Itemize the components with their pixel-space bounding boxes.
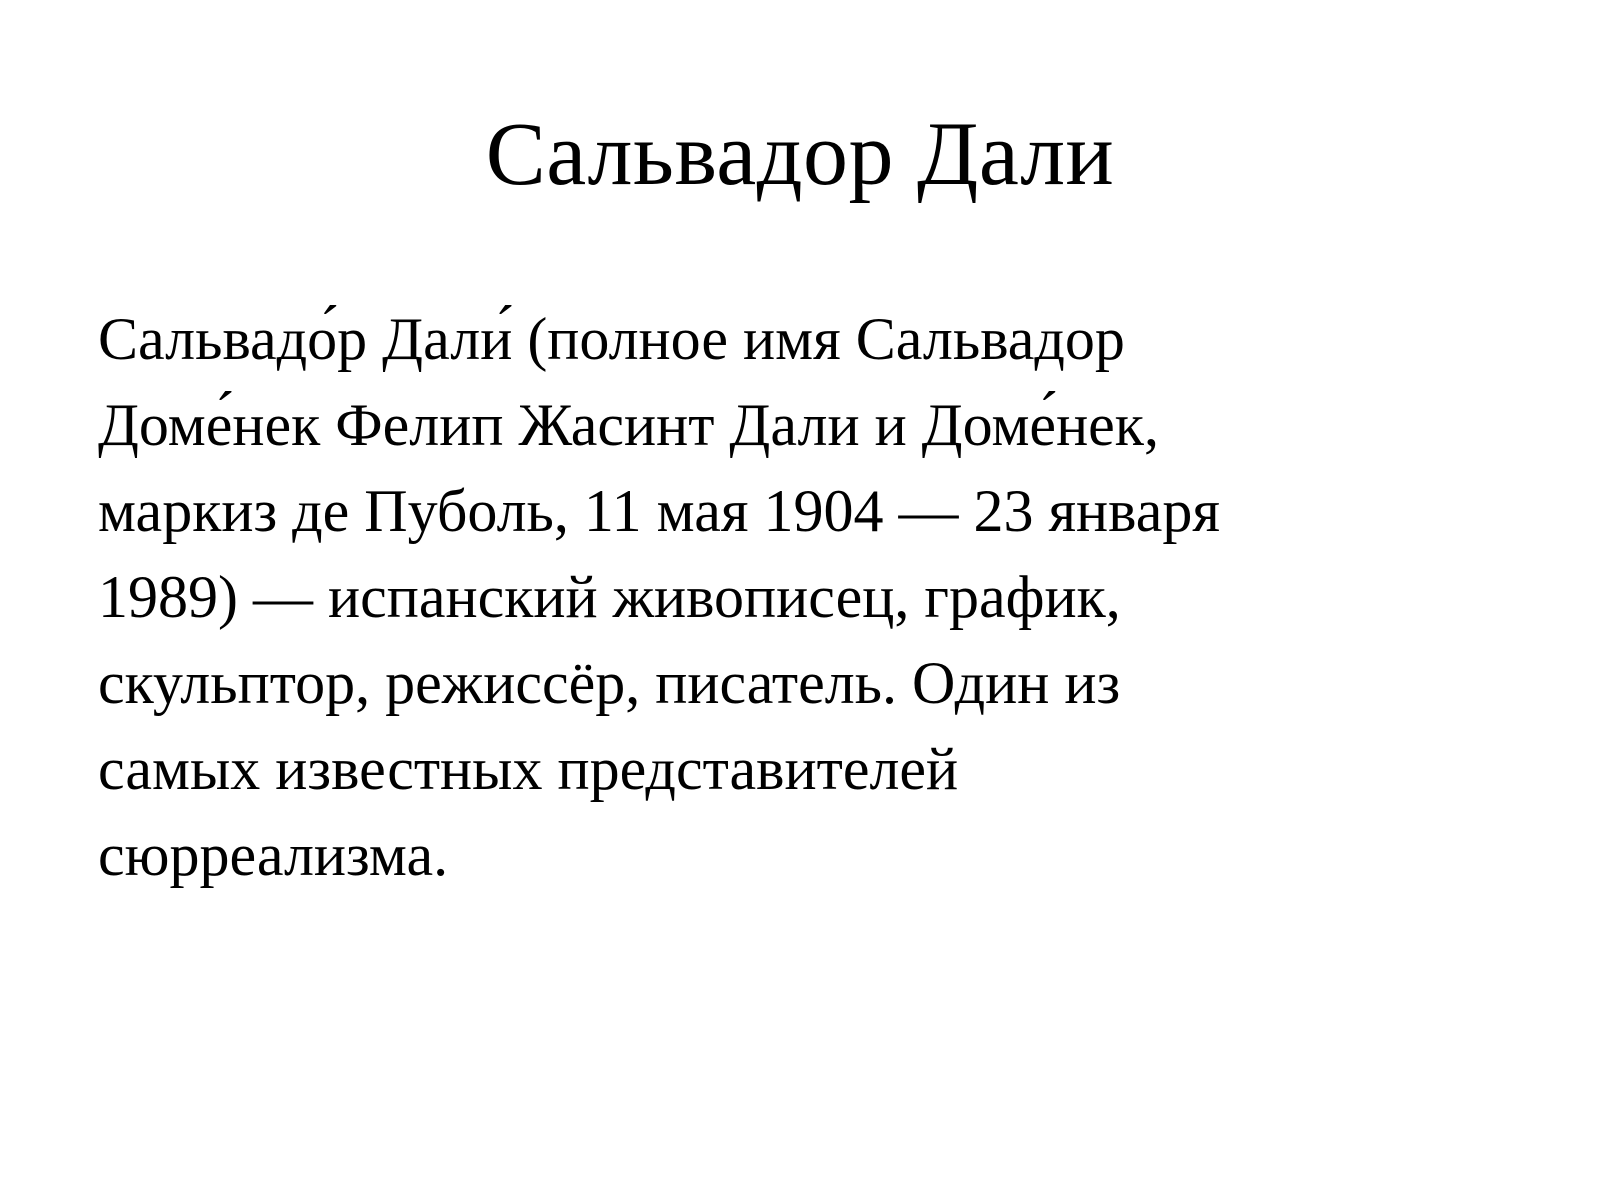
slide-body-text bbox=[98, 296, 1518, 898]
body-line: 1989) — испанский живописец, график, bbox=[98, 564, 1121, 630]
body-line: Сальвадо́р Дали́ (полное имя Сальвадор bbox=[98, 306, 1125, 372]
body-line: сюрреализма. bbox=[98, 822, 449, 888]
body-line: самых известных представителей bbox=[98, 736, 959, 802]
body-line: скульптор, режиссёр, писатель. Один из bbox=[98, 650, 1121, 716]
body-line: Доме́нек Фелип Жасинт Дали и Доме́нек, bbox=[98, 392, 1159, 458]
slide-title: Сальвадор Дали bbox=[485, 105, 1115, 204]
body-line: маркиз де Пуболь, 11 мая 1904 — 23 января bbox=[98, 478, 1220, 544]
